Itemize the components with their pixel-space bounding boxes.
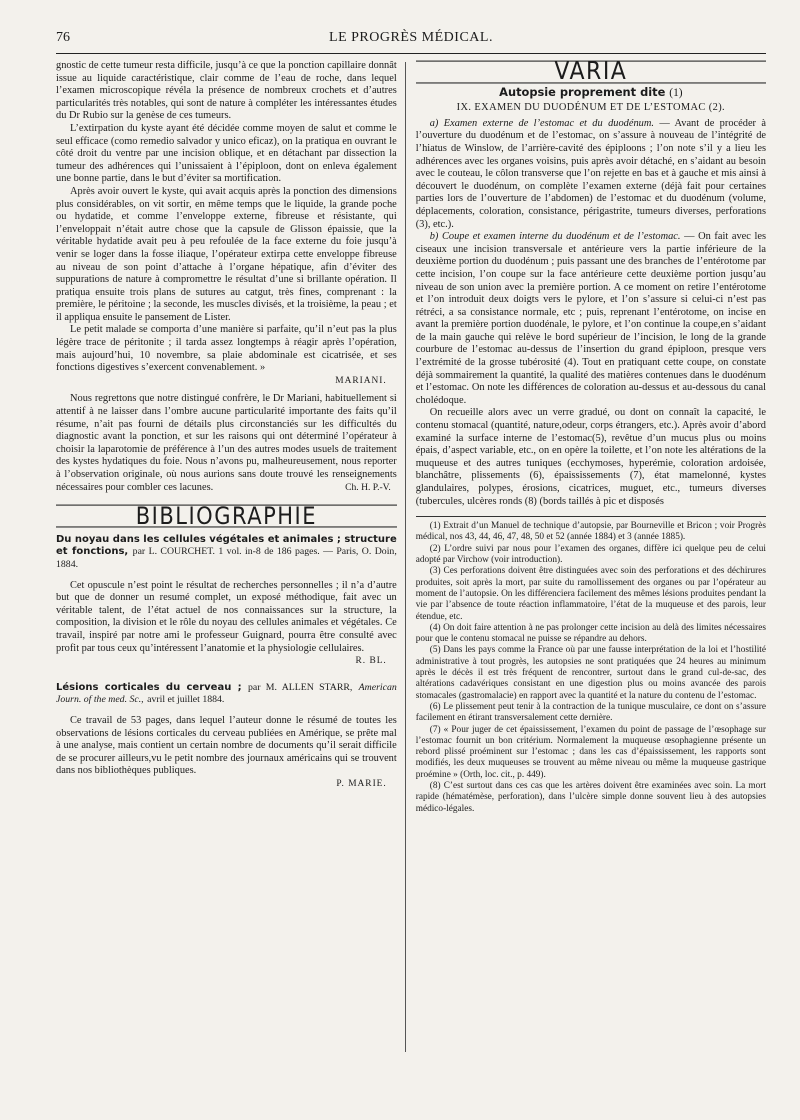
commentary-signature: Ch. H. P.-V. [345, 481, 391, 493]
article-paragraph: a) Examen externe de l’estomac et du duodénum. — Avant de procéder à l’ouverture du duodénum et de l’estomac, on s’assure à nouveau de l’intégrité de l’hiatus de Winslow, de l’arrière-cavité des épiploons ; l’on note s’il y a lieu les adhérences avec les organes voisins, puis après avoir détaché, en s’aidant au besoin avec le couteau, le côlon transverse que l’on rejette en bas et à gauche et mis ainsi à découvert le duodénum, on complète l’examen externe (déjà fait pour certaines parties lors de l’ouverture de l’abdomen) de l’estomac et du duodénum (volume, déplacements, coloration, consistance, périgastrite, tumeurs diverses, perforations (3), etc.). [415, 117, 766, 230]
article-paragraph: On recueille alors avec un verre gradué, ou dont on connaît la capacité, le contenu stomacal (quantité, nature,odeur, corps étrangers, etc.). Après avoir d’abord examiné la surface interne de l’estomac(5), revêtue d’un mucus plus ou moins épais, d’aspect variable, etc., on en opère la toilette, et l’on note les altérations de la muqueuse et des autres tuniques (ecchymoses, hyperémie, coloration ardoisée, blanchâtre, plissements (6), épaississements (7), état mamelonné, kystes glandulaires, polypes, érosions, cicatrices, muguet, etc., tumeurs diverses (tubercules, ulcères ronds (8) (bords taillés à pic et disposés [415, 407, 766, 507]
biblio-review: Cet opuscule n’est point le résultat de recherches personnelles ; il n’a d’autre but que de donner un resumé complet, un exposé méthodique, fait avec un véritable talent, de l’état actuel de nos connaissances sur la structure, la composition, la division et le rôle du noyau des cellules animales et végétales. Ce travail, inspiré par notre ami le professeur Guignard, pourra être consulté avec profit par tous ceux qu’intéressent l’anatomie et la physiologie cellulaires. [56, 579, 397, 654]
paragraph-label: a) Examen externe de l’estomac et du duodénum. [429, 117, 654, 129]
footnote: (7) « Pour juger de cet épaississement, l’examen du point de passage de l’œsophage sur l’estomac fournit un bon critérium. Normalement la muqueuse œsophagienne présente un rebord plissé proéminent sur l’estomac ; dans les cas d’épaississement, les rapports sont modifiés, les deux muqueuses se trouvent au même niveau ou même la muqueuse gastrique proémine » (Orth, loc. cit., p. 449). [415, 724, 766, 780]
footnote: (5) Dans les pays comme la France où par une fausse interprétation de la loi et l’hostilité administrative à tout progrès, les autopsies ne sont pratiquées que 24 heures au minimum après le décès il est très fréquent de rencontrer, surtout dans le grand cul-de-sac, des altérations cadavériques consistant en une digestion plus ou moins avancée des parois stomacales (gastromalacie) en rapport avec la quantité et la nature du contenu de l’estomac. [415, 645, 766, 701]
footnotes [416, 516, 766, 815]
biblio-review: Ce travail de 53 pages, dans lequel l’auteur donne le résumé de toutes les observations de lésions corticales du cerveau publiées en Amérique, se prête mal à une analyse, mais contient un certain nombre de documents qu’il serait difficile de se procurer ailleurs,vu le petit nombre des journaux américains qui se trouvent dans nos bibliothèques publiques. [56, 714, 397, 777]
biblio-title: Du noyau dans les cellules végétales et animales ; structure et fonctions, [56, 533, 397, 558]
article-paragraph: gnostic de cette tumeur resta difficile, jusqu’à ce que la ponction capillaire donnât issue au liquide caractéristique, clair comme de l’eau de roche, dans lequel l’examen microscopique révéla la présence de nombreux crochets et d’autres particularités très notables, qui sont de nature à compléter les intéressantes études du Dr Rubio sur la genèse de ces tumeurs. [56, 60, 397, 122]
biblio-entry-heading [56, 682, 397, 707]
section-title-bibliographie: BIBLIOGRAPHIE [56, 505, 397, 528]
footnote: (3) Ces perforations doivent être distinguées avec soin des perforations et des déchirures produites, soit après la mort, par suite du ramollissement des organes ou par l’opérateur au moment de l’autopsie. On les différenciera facilement des mêmes lésions produites pendant la vie par l’absence de toute réaction inflammatoire, l’état de la muqueuse et des parois, leur étendue, etc. [415, 566, 766, 622]
reviewer-signature: P. MARIE. [336, 778, 387, 789]
subheading-note: (1) [669, 86, 683, 99]
biblio-meta-journal: American Journ. of the med. Sc., [56, 681, 397, 706]
left-column [56, 60, 405, 1120]
biblio-meta-author: par M. ALLEN STARR, [247, 681, 353, 693]
page-number: 76 [56, 30, 70, 45]
chapter-heading: IX. EXAMEN DU DUODÉNUM ET DE L’ESTOMAC (2). [456, 102, 726, 114]
author-signature: MARIANI. [335, 375, 387, 386]
commentary-paragraph [56, 393, 397, 494]
footnote: (1) Extrait d’un Manuel de technique d’autopsie, par Bourneville et Bricon ; voir Progrès médical, nos 43, 44, 46, 47, 48, 50 et 52 (année 1884) et 3 (année 1885). [415, 521, 766, 543]
page-header [56, 30, 766, 54]
right-column [406, 60, 766, 1120]
article-paragraph: L’extirpation du kyste ayant été décidée comme moyen de salut et comme le seul efficace (como remedio salvador y unico eficaz), on la pratiqua en ouvrant le côté droit du ventre par une incision oblique, et en détachant par dissection la tumeur des adhérences qui l’unissaient à l’épiploon, dont on enleva également une bonne partie, dans le but d’éviter sa mortification. [56, 122, 397, 185]
footnote: (4) On doit faire attention à ne pas prolonger cette incision au delà des limites nécessaires pour que le contenu stomacal ne puisse se répandre au dehors. [415, 622, 766, 645]
running-title: LE PROGRÈS MÉDICAL. [329, 30, 493, 45]
article-subheading [416, 86, 766, 100]
article-paragraph: b) Coupe et examen interne du duodénum et de l’estomac. — On fait avec les ciseaux une incision transversale et antérieure vers la partie inférieure de la deuxième portion du duodénum ; puis passant une des branches de l’entérotome par cette incision, l’on coupe sur la face antérieure cette deuxième portion jusqu’au niveau de son union avec la première portion. A ce moment on retire l’entérotome et l’on introduit deux doigts vers le pylore, et l’on s’assure si celui-ci n’est pas rétréci, a sa consistance normale, etc ; puis, reprenant l’entérotome, on incise en avant la première portion duodénale, le pylore, et l’on continue la coupe,en s’aidant de la main gauche qui relève le bord supérieur de l’incision, le long de la grande courbure de l’estomac au-dessus de l’insertion du grand épiploon, presque vers l’extrémité de la grosse tubérosité (4). Tout en pratiquant cette coupe, on constate déjà sommairement la quantité, la qualité des matières contenues dans le duodénum et l’estomac. On note les différences de coloration au-dessus et au-dessous du canal cholédoque. [415, 231, 766, 406]
biblio-title: Lésions corticales du cerveau ; [56, 681, 242, 693]
reviewer-signature: R. BL. [355, 656, 387, 667]
article-paragraph: Après avoir ouvert le kyste, qui avait acquis après la ponction des dimensions plus considérables, on vit sortir, en même temps que le liquide, la grande poche ou hydatide, et comme l’enveloppe externe, fibreuse et résistante, qui l’enveloppait n’était autre chose que la capsule de Glisson épaissie, que la véritable hydatide avait peu à peu refoulée de la face externe du foie jusqu’à venir se loger dans la fosse iliaque, l’opérateur extirpa cette enveloppe fibreuse au niveau de son point d’attache à l’organe hépatique, afin d’éviter des suppurations de nature à compromettre le résultat d’une si brillante opération. Il pratiqua ensuite trois plans de sutures au catgut, très fines, comprenant : la première, le péritoine ; la seconde, les muscles divisés, et la troisième, la peau ; et il appliqua ensuite le pansement de Lister. [56, 185, 397, 323]
paragraph-label: b) Coupe et examen interne du duodénum et de l’estomac. [429, 231, 681, 243]
biblio-meta-date: avril et juillet 1884. [147, 694, 225, 706]
biblio-meta: par L. COURCHET. 1 vol. in-8 de 186 pages. — Paris, O. Doin, 1884. [56, 546, 397, 570]
two-column-body [56, 60, 766, 1120]
subheading-text: Autopsie proprement dite [499, 84, 666, 99]
section-title-varia: VARIA [416, 61, 766, 84]
commentary-text: Nous regrettons que notre distingué confrère, le Dr Mariani, habituellement si attentif à ne laisser dans l’ombre aucune particularité importante des faits qu’il résume, n’ait pas fourni de détails plus circonstanciés sur les difficultés du diagnostic avant la ponction, et sur les raisons qui ont déterminé l’opérateur à choisir la laparotomie de préférence à l’un des autres modes usuels de traitement des kystes hydatiques du foie. Nous n’avons pu, malheureusement, nous reporter à l’observation originale, où nous aurions sans doute trouvé les renseignements nécessaires pour combler ces lacunes. [56, 393, 397, 493]
footnote: (2) L’ordre suivi par nous pour l’examen des organes, diffère ici quelque peu de celui adopté par Virchow (voir introduction). [415, 543, 766, 566]
footnote: (6) Le plissement peut tenir à la contraction de la tunique musculaire, ce dont on s’assure facilement en étirant transversalement cette dernière. [415, 701, 766, 724]
article-paragraph: Le petit malade se comporta d’une manière si parfaite, qu’il n’eut pas la plus légère trace de péritonite ; il tarda assez longtemps à réagir après l’opération, mais aujourd’hui, 10 novembre, sa plaie abdominale est cicatrisée, et ses fonctions digestives s’exercent convenablement. » [56, 324, 397, 374]
biblio-entry-heading [56, 534, 397, 572]
footnote: (8) C’est surtout dans ces cas que les artères doivent être examinées avec soin. La mort rapide (hématémèse, perforation), dans l’ulcère simple donne souvent lieu à des autopsies médico-légales. [415, 781, 766, 814]
